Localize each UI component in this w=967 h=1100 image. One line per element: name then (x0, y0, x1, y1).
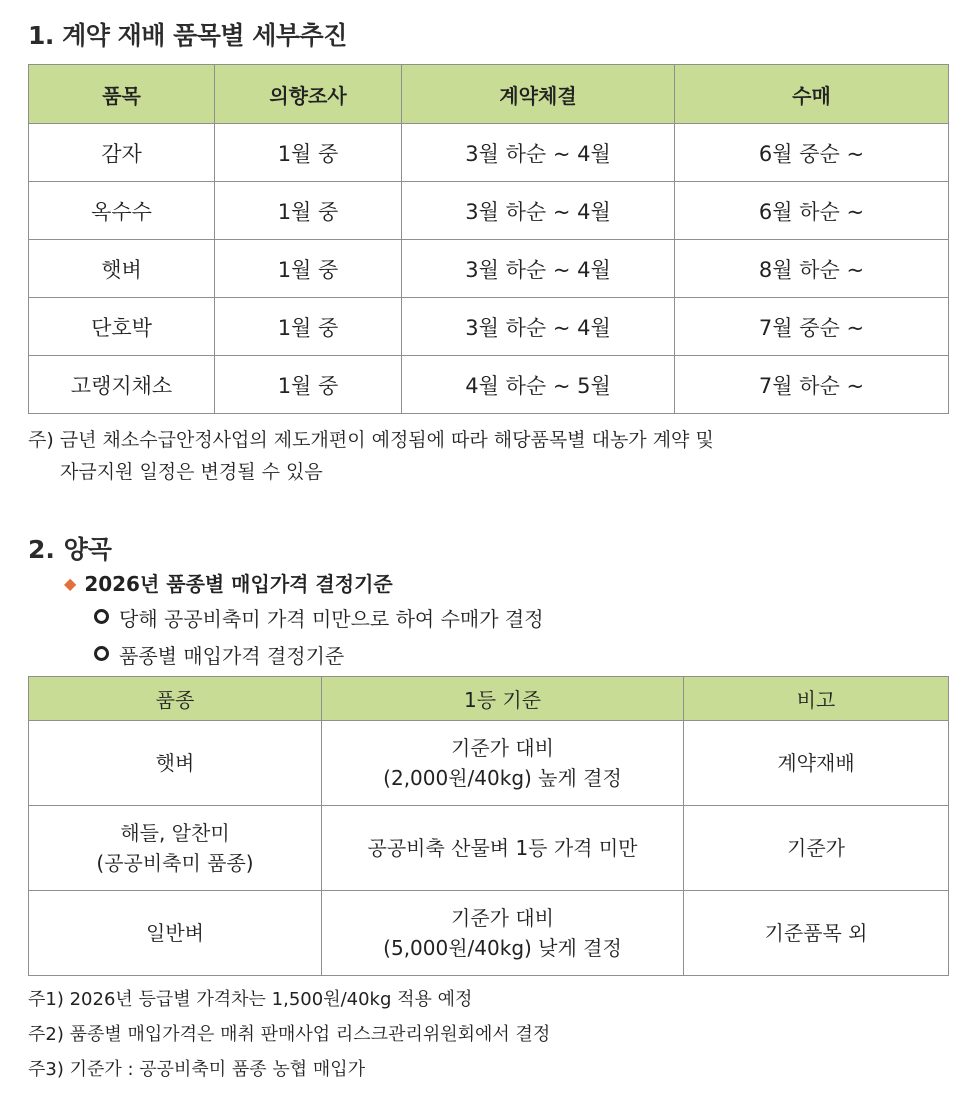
table-header-row (29, 677, 949, 721)
circle-bullet-icon (94, 646, 109, 661)
cell-survey: 1월 중 (215, 182, 402, 240)
cell-line: 기준가 (787, 836, 845, 860)
header-remarks: 비고 (684, 677, 949, 721)
cell-line: (5,000원/40kg) 낮게 결정 (383, 936, 622, 960)
header-item: 품목 (29, 65, 215, 124)
cell-line: 해들, 알찬미 (120, 821, 230, 845)
cell-line: 계약재배 (777, 751, 855, 775)
cell-purchase: 6월 하순 ~ (675, 182, 949, 240)
cell-contract: 3월 하순 ~ 4월 (402, 298, 675, 356)
cell-purchase: 7월 하순 ~ (675, 356, 949, 414)
cell-remarks (684, 806, 949, 891)
cell-survey: 1월 중 (215, 298, 402, 356)
note-line: 주2) 품종별 매입가격은 매취 판매사업 리스크관리위원회에서 결정 (28, 1024, 551, 1045)
cell-grade1 (322, 891, 684, 976)
cell-grade1 (322, 806, 684, 891)
circle-bullet-icon (94, 609, 109, 624)
table-row (29, 356, 949, 414)
table-row (29, 124, 949, 182)
section1-note (28, 424, 714, 488)
sub-bullet-text: 당해 공공비축미 가격 미만으로 하여 수매가 결정 (119, 607, 544, 631)
cell-line: (공공비축미 품종) (96, 851, 254, 875)
main-bullet-text: 2026년 품종별 매입가격 결정기준 (84, 572, 393, 596)
cell-remarks (684, 891, 949, 976)
cell-survey: 1월 중 (215, 240, 402, 298)
cell-line: 기준가 대비 (451, 906, 554, 930)
price-criteria-table (28, 676, 949, 976)
cell-purchase: 8월 하순 ~ (675, 240, 949, 298)
table-row (29, 721, 949, 806)
section2-notes (28, 982, 550, 1087)
header-contract: 계약체결 (402, 65, 675, 124)
cell-survey: 1월 중 (215, 124, 402, 182)
table-row (29, 298, 949, 356)
note-line: 주3) 기준가 : 공공비축미 품종 농협 매입가 (28, 1059, 366, 1080)
header-grade1: 1등 기준 (322, 677, 684, 721)
cell-line: 기준품목 외 (764, 921, 868, 945)
cell-line: (2,000원/40kg) 높게 결정 (383, 766, 622, 790)
cell-variety (29, 721, 322, 806)
cell-grade1 (322, 721, 684, 806)
cell-line: 일반벼 (146, 921, 204, 945)
cell-contract: 3월 하순 ~ 4월 (402, 182, 675, 240)
header-purchase: 수매 (675, 65, 949, 124)
header-survey: 의향조사 (215, 65, 402, 124)
cell-contract: 3월 하순 ~ 4월 (402, 124, 675, 182)
table-row (29, 240, 949, 298)
header-variety: 품종 (29, 677, 322, 721)
cell-survey: 1월 중 (215, 356, 402, 414)
cell-line: 공공비축 산물벼 1등 가격 미만 (367, 836, 638, 860)
cell-variety (29, 891, 322, 976)
table-header-row (29, 65, 949, 124)
note-line: 자금지원 일정은 변경될 수 있음 (60, 461, 323, 483)
section2-title: 2. 양곡 (28, 535, 112, 564)
sub-bullet-text: 품종별 매입가격 결정기준 (119, 644, 345, 668)
cell-line: 기준가 대비 (451, 736, 554, 760)
cell-item: 단호박 (29, 298, 215, 356)
section1-title: 1. 계약 재배 품목별 세부추진 (28, 21, 347, 50)
main-bullet (64, 568, 393, 597)
sub-bullet (94, 640, 344, 669)
cell-item: 고랭지채소 (29, 356, 215, 414)
sub-bullet (94, 603, 544, 632)
cell-item: 햇벼 (29, 240, 215, 298)
cell-remarks (684, 721, 949, 806)
table-row (29, 806, 949, 891)
note-line: 주) 금년 채소수급안정사업의 제도개편이 예정됨에 따라 해당품목별 대농가 계약 및 (28, 429, 714, 451)
table-row (29, 891, 949, 976)
cell-item: 감자 (29, 124, 215, 182)
note-line: 주1) 2026년 등급별 가격차는 1,500원/40kg 적용 예정 (28, 989, 473, 1010)
cell-line: 햇벼 (155, 751, 195, 775)
cell-purchase: 6월 중순 ~ (675, 124, 949, 182)
schedule-table (28, 64, 949, 414)
cell-purchase: 7월 중순 ~ (675, 298, 949, 356)
diamond-bullet-icon: ◆ (64, 574, 77, 593)
cell-item: 옥수수 (29, 182, 215, 240)
cell-variety (29, 806, 322, 891)
cell-contract: 3월 하순 ~ 4월 (402, 240, 675, 298)
cell-contract: 4월 하순 ~ 5월 (402, 356, 675, 414)
table-row (29, 182, 949, 240)
